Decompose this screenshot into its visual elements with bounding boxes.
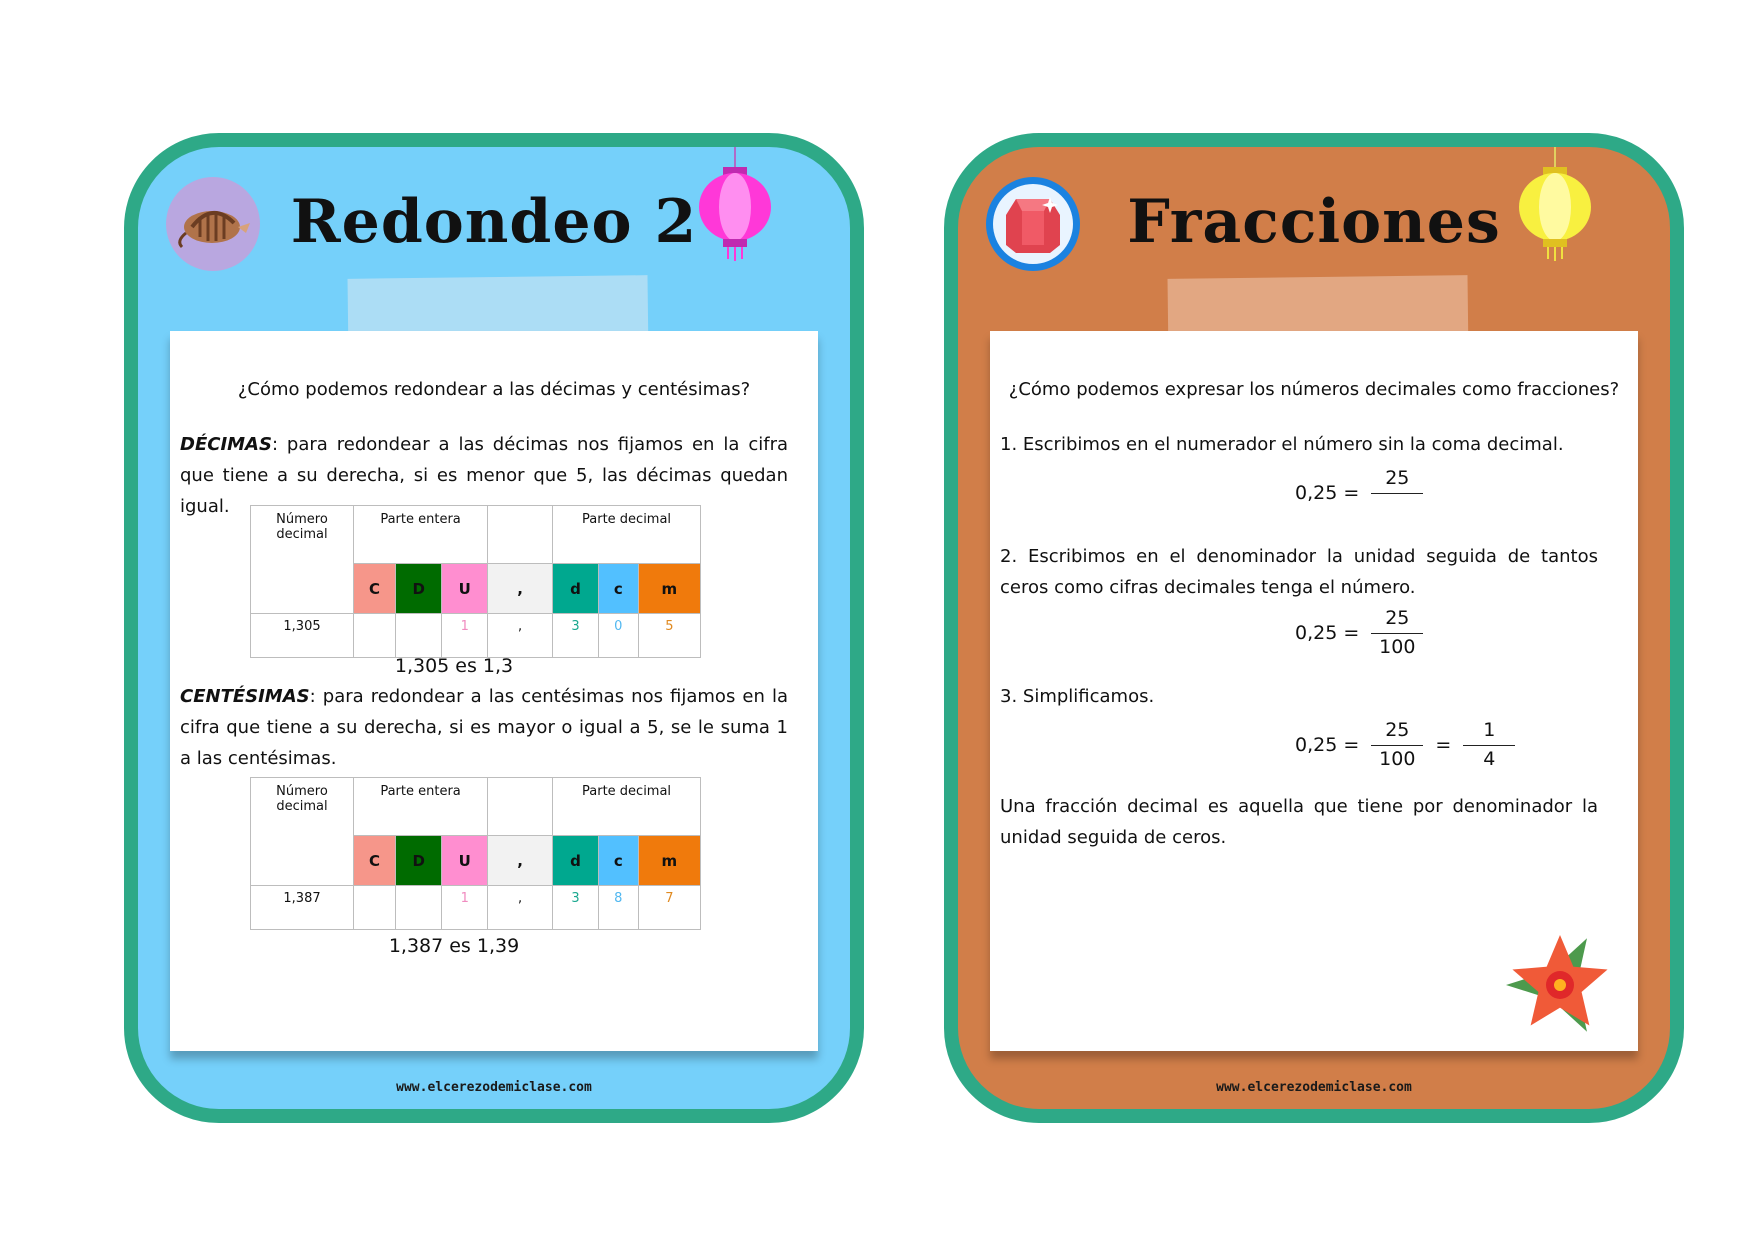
content-sheet: [170, 331, 818, 1051]
column-comma: ,: [488, 564, 553, 614]
card-title: Fracciones: [1127, 187, 1501, 257]
equation-1: [1295, 467, 1429, 520]
card-fracciones: [944, 133, 1684, 1123]
header-numero: Número decimal: [251, 778, 354, 886]
step-1: 1. Escribimos en el numerador el número sin la coma decimal.: [1000, 434, 1564, 455]
header-decimal: Parte decimal: [553, 506, 701, 564]
header-blank: [488, 506, 553, 564]
question: ¿Cómo podemos redondear a las décimas y centésimas?: [237, 379, 751, 400]
flower-icon: [1500, 923, 1620, 1043]
column-c: c: [598, 836, 638, 886]
centesimas-label: CENTÉSIMAS: [180, 686, 310, 707]
question: ¿Cómo podemos expresar los números decimales como fracciones?: [1008, 379, 1620, 400]
eq-numerator: 25: [1371, 467, 1423, 494]
card-redondeo: [124, 133, 864, 1123]
column-comma: ,: [488, 836, 553, 886]
decimas-text: : para redondear a las décimas nos fijamos en la cifra que tiene a su derecha, si es menor que 5, las décimas quedan igual.: [180, 434, 788, 517]
column-m: m: [638, 836, 700, 886]
column-U: U: [442, 836, 488, 886]
digit-U: 1: [442, 886, 488, 930]
footer-url[interactable]: www.elcerezodemiclase.com: [396, 1080, 592, 1095]
footer-url[interactable]: www.elcerezodemiclase.com: [1216, 1080, 1412, 1095]
digit-c: 0: [598, 614, 638, 658]
centesimas-paragraph: [180, 681, 788, 774]
header-decimal: Parte decimal: [553, 778, 701, 836]
eq-denominator: 100: [1379, 748, 1416, 770]
digit-m: 5: [638, 614, 700, 658]
column-C: C: [354, 564, 396, 614]
eq-denominator: [1371, 494, 1423, 520]
step-2: 2. Escribimos en el denominador la unidad seguida de tantos ceros como cifras decimales tenga el número.: [1000, 546, 1598, 598]
digit-U: 1: [442, 614, 488, 658]
digit-comma: ,: [488, 614, 553, 658]
number-cell: 1,305: [251, 614, 354, 658]
digit-m: 7: [638, 886, 700, 930]
header-numero: Número decimal: [251, 506, 354, 614]
column-m: m: [638, 564, 700, 614]
header-blank: [488, 778, 553, 836]
digit-comma: ,: [488, 886, 553, 930]
result-2: 1,387 es 1,39: [388, 935, 520, 957]
centesimas-text: : para redondear a las centésimas nos fijamos en la cifra que tiene a su derecha, si es mayor o igual a 5, se le suma 1 a las centésimas.: [180, 686, 788, 769]
column-C: C: [354, 836, 396, 886]
eq-denominator: 100: [1379, 636, 1416, 658]
digit-C: [354, 886, 396, 930]
step-3: 3. Simplificamos.: [1000, 686, 1155, 707]
digit-C: [354, 614, 396, 658]
equation-2: [1295, 607, 1429, 660]
eq-decimal: 0,25 =: [1295, 734, 1360, 756]
place-value-table-2: [250, 777, 701, 930]
column-d: d: [553, 836, 599, 886]
eq-numerator: 25: [1371, 607, 1423, 634]
place-value-table-1: [250, 505, 701, 658]
eq-numerator: 25: [1371, 719, 1423, 746]
digit-d: 3: [553, 614, 599, 658]
eq-equals: =: [1435, 734, 1452, 756]
eq-numerator-simplified: 1: [1463, 719, 1515, 746]
column-d: d: [553, 564, 599, 614]
decimas-label: DÉCIMAS: [180, 434, 272, 455]
pink-lantern-icon: [690, 147, 780, 267]
eq-denominator-simplified: 4: [1483, 748, 1496, 770]
digit-c: 8: [598, 886, 638, 930]
column-c: c: [598, 564, 638, 614]
digit-D: [396, 614, 442, 658]
yellow-lantern-icon: [1510, 147, 1600, 267]
header-entera: Parte entera: [354, 506, 488, 564]
digit-D: [396, 886, 442, 930]
card-title: Redondeo 2: [290, 187, 698, 257]
definition: Una fracción decimal es aquella que tiene por denominador la unidad seguida de ceros.: [1000, 796, 1598, 848]
eq-decimal: 0,25 =: [1295, 622, 1360, 644]
number-cell: 1,387: [251, 886, 354, 930]
column-D: D: [396, 564, 442, 614]
digit-d: 3: [553, 886, 599, 930]
result-1: 1,305 es 1,3: [394, 655, 514, 677]
header-entera: Parte entera: [354, 778, 488, 836]
equation-3: [1295, 719, 1521, 772]
column-U: U: [442, 564, 488, 614]
column-D: D: [396, 836, 442, 886]
eq-decimal: 0,25 =: [1295, 482, 1360, 504]
content-sheet: [990, 331, 1638, 1051]
